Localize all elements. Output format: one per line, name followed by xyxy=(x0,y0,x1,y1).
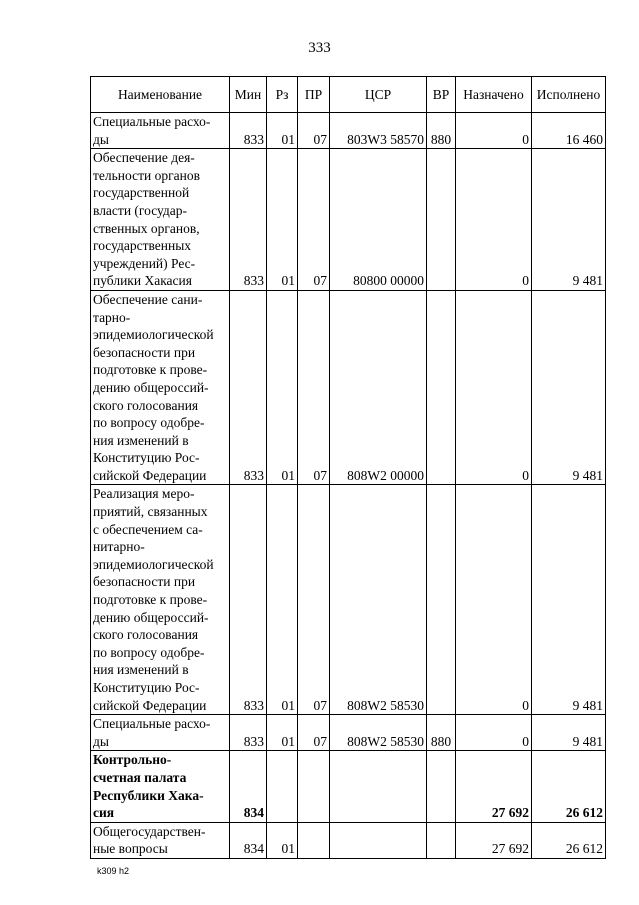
table-row xyxy=(91,715,606,751)
row-name-line: учреждений) Рес- xyxy=(93,255,196,271)
row-name-line: сийской Федерации xyxy=(93,467,207,483)
row-name-line: Контрольно- xyxy=(93,752,172,768)
budget-table xyxy=(90,76,606,859)
row-name-line: ния изменений в xyxy=(93,432,189,448)
row-ispolneno-cell: 26 612 xyxy=(532,751,606,822)
row-csr-cell xyxy=(330,751,427,822)
row-csr-cell: 808W2 00000 xyxy=(330,290,427,485)
row-pr-cell xyxy=(298,822,330,858)
page-number: 333 xyxy=(308,40,331,56)
row-name-line: государственной xyxy=(93,185,190,201)
header-naznacheno: Назначено xyxy=(456,77,532,113)
row-min-cell: 834 xyxy=(230,822,267,858)
row-ispolneno-cell: 9 481 xyxy=(532,485,606,715)
row-name-cell xyxy=(91,290,230,485)
row-name-cell xyxy=(91,113,230,149)
row-name-line: Конституцию Рос- xyxy=(93,450,200,466)
row-rz-cell xyxy=(267,751,298,822)
header-ispolneno: Исполнено xyxy=(532,77,606,113)
row-name-line: Обеспечение дея- xyxy=(93,150,195,166)
row-name-line: Специальные расхо- xyxy=(93,114,211,129)
header-pr: ПР xyxy=(298,77,330,113)
row-csr-cell: 808W2 58530 xyxy=(330,715,427,751)
row-naznacheno-cell: 0 xyxy=(456,715,532,751)
table-row xyxy=(91,113,606,149)
row-name-line: ния изменений в xyxy=(93,662,189,678)
row-pr-cell: 07 xyxy=(298,485,330,715)
row-name-line: Специальные расхо- xyxy=(93,716,211,732)
row-name-line: безопасности при xyxy=(93,344,196,360)
table-body xyxy=(91,113,606,859)
row-name-line: Конституцию Рос- xyxy=(93,680,200,695)
row-name-line: ственных органов, xyxy=(93,220,200,236)
row-naznacheno-cell: 27 692 xyxy=(456,751,532,822)
row-name-line: эпидемиологической xyxy=(93,327,214,343)
row-vr-cell: 880 xyxy=(427,715,456,751)
header-rz: Рз xyxy=(267,77,298,113)
row-name-line: Реализация меро- xyxy=(93,486,195,502)
row-name-line: ные вопросы xyxy=(93,841,168,857)
row-name-line: дению общероссий- xyxy=(93,379,209,395)
row-name-line: счетная палата xyxy=(93,769,187,785)
row-name-line: по вопросу одобре- xyxy=(93,415,205,431)
row-name-line: дению общероссий- xyxy=(93,609,209,625)
row-pr-cell: 07 xyxy=(298,149,330,291)
row-min-cell: 833 xyxy=(230,149,267,291)
row-pr-cell: 07 xyxy=(298,715,330,751)
row-rz-cell: 01 xyxy=(267,822,298,858)
row-name-line: по вопросу одобре- xyxy=(93,644,205,660)
row-name-line: ского голосования xyxy=(93,397,199,413)
row-rz-cell: 01 xyxy=(267,113,298,149)
row-vr-cell xyxy=(427,149,456,291)
row-naznacheno-cell: 0 xyxy=(456,113,532,149)
row-ispolneno-cell: 9 481 xyxy=(532,715,606,751)
row-name-line: ды xyxy=(93,733,109,749)
row-ispolneno-cell: 9 481 xyxy=(532,290,606,485)
row-csr-cell xyxy=(330,822,427,858)
table-row xyxy=(91,149,606,291)
row-name-line: сийской Федерации xyxy=(93,697,207,713)
row-name-line: Обеспечение сани- xyxy=(93,291,203,307)
header-name: Наименование xyxy=(91,77,230,113)
row-ispolneno-cell: 16 460 xyxy=(532,113,606,149)
row-vr-cell xyxy=(427,290,456,485)
table-row xyxy=(91,822,606,858)
row-name-cell xyxy=(91,485,230,715)
table-row xyxy=(91,290,606,485)
row-csr-cell: 808W2 58530 xyxy=(330,485,427,715)
header-min: Мин xyxy=(230,77,267,113)
row-min-cell: 833 xyxy=(230,715,267,751)
row-name-line: Республики Хака- xyxy=(93,787,204,803)
row-name-line: эпидемиологической xyxy=(93,556,214,572)
row-pr-cell: 07 xyxy=(298,113,330,149)
row-name-line: ского голосования xyxy=(93,627,199,643)
row-name-line: с обеспечением са- xyxy=(93,521,203,537)
row-min-cell: 833 xyxy=(230,290,267,485)
row-csr-cell: 803W3 58570 xyxy=(330,113,427,149)
row-name-line: сия xyxy=(93,805,115,821)
row-name-line: безопасности при xyxy=(93,574,196,590)
row-vr-cell xyxy=(427,485,456,715)
row-name-line: подготовке к прове- xyxy=(93,362,208,378)
row-rz-cell: 01 xyxy=(267,715,298,751)
row-name-line: подготовке к прове- xyxy=(93,592,208,608)
row-name-line: нитарно- xyxy=(93,539,145,555)
row-name-line: приятий, связанных xyxy=(93,504,208,520)
table-row xyxy=(91,751,606,822)
row-min-cell: 833 xyxy=(230,113,267,149)
row-name-line: публики Хакасия xyxy=(93,273,192,289)
row-name-cell xyxy=(91,715,230,751)
row-name-cell xyxy=(91,822,230,858)
row-min-cell: 834 xyxy=(230,751,267,822)
row-vr-cell xyxy=(427,822,456,858)
row-naznacheno-cell: 0 xyxy=(456,290,532,485)
row-pr-cell: 07 xyxy=(298,290,330,485)
row-naznacheno-cell: 27 692 xyxy=(456,822,532,858)
row-min-cell: 833 xyxy=(230,485,267,715)
row-name-line: тельности органов xyxy=(93,167,200,183)
row-naznacheno-cell: 0 xyxy=(456,149,532,291)
row-rz-cell: 01 xyxy=(267,290,298,485)
row-csr-cell: 80800 00000 xyxy=(330,149,427,291)
table-header-row xyxy=(91,77,606,113)
footer-code: k309 h2 xyxy=(97,866,130,876)
row-name-line: тарно- xyxy=(93,309,131,325)
row-naznacheno-cell: 0 xyxy=(456,485,532,715)
row-name-cell xyxy=(91,751,230,822)
row-vr-cell: 880 xyxy=(427,113,456,149)
row-name-line: государственных xyxy=(93,238,192,254)
header-csr: ЦСР xyxy=(330,77,427,113)
row-pr-cell xyxy=(298,751,330,822)
row-rz-cell: 01 xyxy=(267,485,298,715)
row-name-line: ды xyxy=(93,131,109,147)
row-name-cell xyxy=(91,149,230,291)
row-ispolneno-cell: 26 612 xyxy=(532,822,606,858)
row-rz-cell: 01 xyxy=(267,149,298,291)
row-name-line: власти (государ- xyxy=(93,202,188,218)
row-name-line: Общегосударствен- xyxy=(93,823,206,839)
table-row xyxy=(91,485,606,715)
header-vr: ВР xyxy=(427,77,456,113)
row-ispolneno-cell: 9 481 xyxy=(532,149,606,291)
row-vr-cell xyxy=(427,751,456,822)
